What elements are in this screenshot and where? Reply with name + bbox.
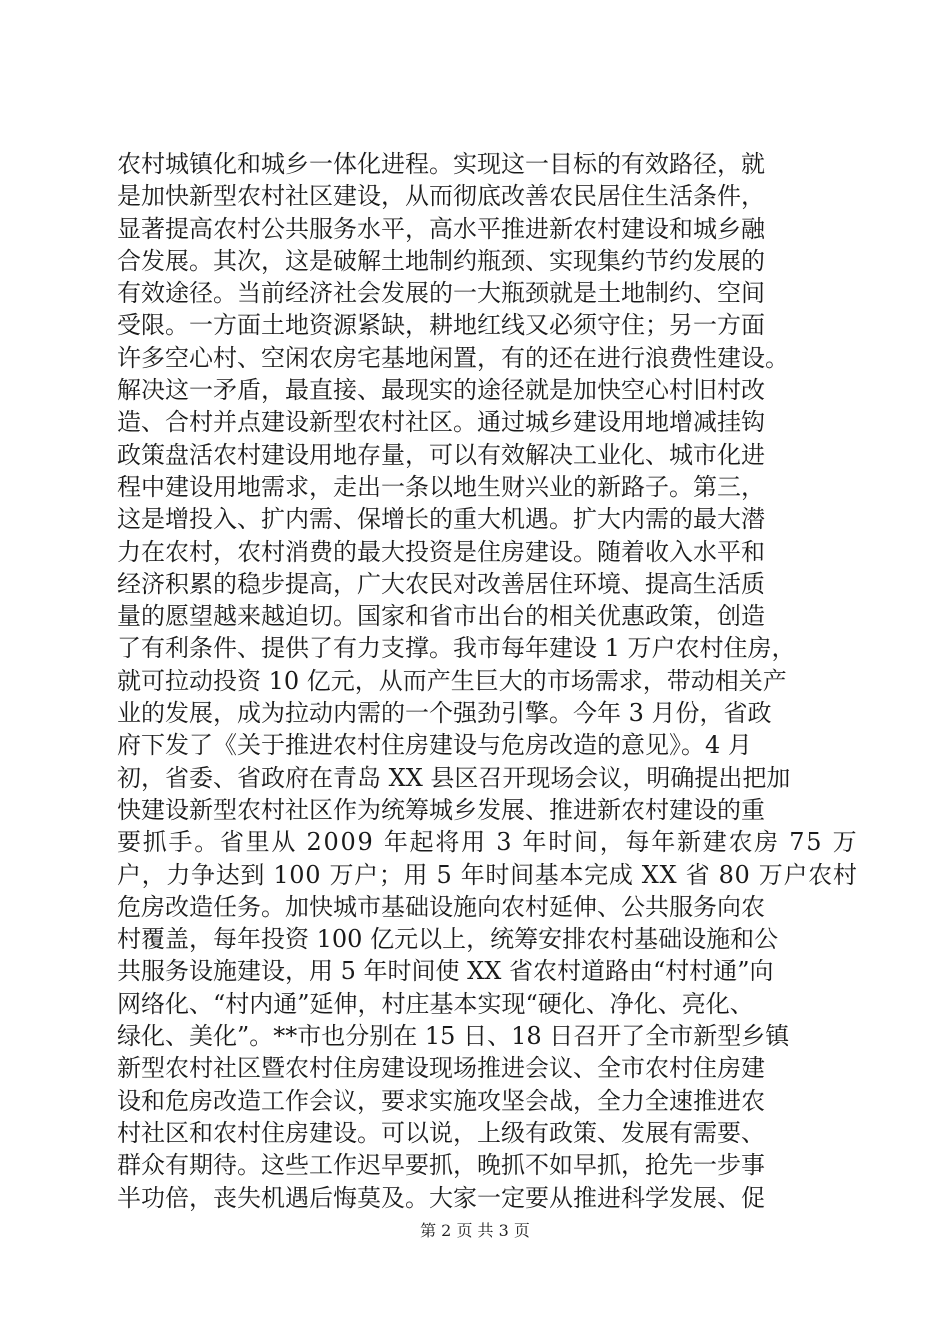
text-line: 新型农村社区暨农村住房建设现场推进会议、全市农村住房建 xyxy=(117,1054,765,1083)
text-line: 网络化、“村内通”延伸，村庄基本实现“硬化、净化、亮化、 xyxy=(117,989,754,1018)
page-footer: 第 2 页 共 3 页 xyxy=(420,1221,530,1240)
text-line: 村覆盖，每年投资 100 亿元以上，统筹安排农村基础设施和公 xyxy=(117,925,779,954)
text-line: 显著提高农村公共服务水平，高水平推进新农村建设和城乡融 xyxy=(117,214,765,243)
text-line: 经济积累的稳步提高，广大农民对改善居住环境、提高生活质 xyxy=(117,569,765,598)
text-line: 业的发展，成为拉动内需的一个强劲引擎。今年 3 月份，省政 xyxy=(117,699,772,728)
text-line: 这是增投入、扩内需、保增长的重大机遇。扩大内需的最大潜 xyxy=(117,505,765,534)
text-line: 半功倍，丧失机遇后悔莫及。大家一定要从推进科学发展、促 xyxy=(117,1183,765,1212)
text-line: 群众有期待。这些工作迟早要抓，晚抓不如早抓，抢先一步事 xyxy=(117,1151,765,1180)
text-line: 量的愿望越来越迫切。国家和省市出台的相关优惠政策，创造 xyxy=(117,602,765,631)
text-line: 合发展。其次，这是破解土地制约瓶颈、实现集约节约发展的 xyxy=(117,246,765,275)
text-line: 绿化、美化”。**市也分别在 15 日、18 日召开了全市新型乡镇 xyxy=(117,1022,790,1051)
text-line: 许多空心村、空闲农房宅基地闲置，有的还在进行浪费性建设。 xyxy=(117,343,789,372)
text-line: 要抓手。省里从 2009 年起将用 3 年时间，每年新建农房 75 万 xyxy=(117,828,859,857)
text-line: 力在农村，农村消费的最大投资是住房建设。随着收入水平和 xyxy=(117,537,765,566)
text-line: 解决这一矛盾，最直接、最现实的途径就是加快空心村旧村改 xyxy=(117,376,765,405)
text-line: 快建设新型农村社区作为统筹城乡发展、推进新农村建设的重 xyxy=(117,795,765,824)
text-line: 受限。一方面土地资源紧缺，耕地红线又必须守住；另一方面 xyxy=(117,311,765,340)
body-text xyxy=(117,148,857,1214)
text-line: 程中建设用地需求，走出一条以地生财兴业的新路子。第三， xyxy=(117,472,765,501)
text-line: 户，力争达到 100 万户；用 5 年时间基本完成 XX 省 80 万户农村 xyxy=(117,860,858,889)
text-line: 府下发了《关于推进农村住房建设与危房改造的意见》。4 月 xyxy=(117,731,752,760)
text-line: 村社区和农村住房建设。可以说，上级有政策、发展有需要、 xyxy=(117,1118,765,1147)
text-line: 农村城镇化和城乡一体化进程。实现这一目标的有效路径，就 xyxy=(117,150,765,178)
text-line: 就可拉动投资 10 亿元，从而产生巨大的市场需求，带动相关产 xyxy=(117,666,787,695)
text-line: 共服务设施建设，用 5 年时间使 XX 省农村道路由“村村通”向 xyxy=(117,957,774,986)
text-line: 了有利条件、提供了有力支撑。我市每年建设 1 万户农村住房， xyxy=(117,634,796,663)
text-line: 有效途径。当前经济社会发展的一大瓶颈就是土地制约、空间 xyxy=(117,279,765,308)
text-line: 是加快新型农村社区建设，从而彻底改善农民居住生活条件， xyxy=(117,182,765,211)
text-line: 政策盘活农村建设用地存量，可以有效解决工业化、城市化进 xyxy=(117,440,765,469)
text-line: 危房改造任务。加快城市基础设施向农村延伸、公共服务向农 xyxy=(117,892,765,921)
text-line: 造、合村并点建设新型农村社区。通过城乡建设用地增减挂钩 xyxy=(117,408,765,437)
text-line: 设和危房改造工作会议，要求实施攻坚会战，全力全速推进农 xyxy=(117,1086,765,1115)
text-line: 初，省委、省政府在青岛 XX 县区召开现场会议，明确提出把加 xyxy=(117,763,791,792)
